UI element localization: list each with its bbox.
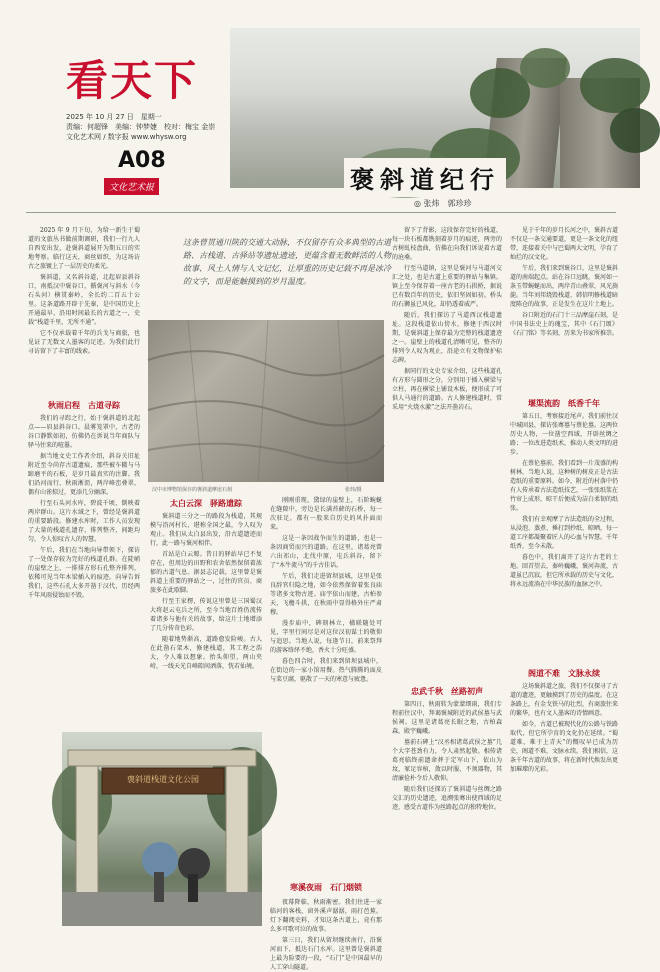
issue-date: 2025 年 10 月 27 日 星期一 [66, 113, 162, 121]
article-byline: ◎ 张炜 郭珍珍 [414, 199, 472, 208]
paragraph: 随着地势渐高，道路愈发险峻。古人在此凿石架木，修建栈道，其工程之浩大，令人难以想象。抬头仰望，两山夹峙，一线天光自峰隙间洒落，恍若仙境。 [150, 636, 262, 670]
paragraph: 留下了背影，这段保存完好的栈道，每一块石板都镌刻着岁月的痕迹，两旁的古树虬枝盘曲，仿佛在向我们诉说着古道的沧桑。 [392, 227, 502, 261]
paragraph: 午后，我们走进留坝县城，这里是张良辞官归隐之地，如今依然保留着张良庙等诸多文物古迹。庙宇依山而建，古柏参天，飞檐斗拱，在秋雨中显得格外庄严肃穆。 [270, 573, 382, 616]
paragraph: 褒斜道，又名斜谷道，北起眉县斜谷口，南抵汉中褒谷口，循褒河与斜水（今石头河）横贯秦岭，全长约二百五十公里。这条道路开辟于先秦，是中国历史上开通最早、沿用时间最长的古道之一，史载“栈道千里，无所不通”。 [28, 274, 140, 326]
gate-illustration [62, 732, 262, 926]
paragraph: 行至石头河水库，碧波千顷，倒映着两岸群山。这片水域之下，曾经是褒斜道的重要路段。修建水库时，工作人员发现了大量的栈道孔遗存，排列整齐，间距均匀，令人惊叹古人的智慧。 [28, 500, 140, 543]
masthead-title: 看天下 [66, 56, 199, 105]
paragraph: 我们的寻踪之行，始于褒斜道的北起点——眉县斜谷口。晨雾笼罩中，古老的谷口静默如初，仿佛仍在诉说当年商队与驿马往来的喧嚣。 [28, 415, 140, 449]
paragraph: 首站是白云塬。昔日的驿站早已不复存在，但周边的田野和农舍依然保留着浓郁的古道气息。据县志记载，这里曾是褒斜道上重要的驿站之一，过往的官员、商旅多在此歇脚。 [150, 551, 262, 594]
paragraph: 行至马道镇，这里是褒河与马道河交汇之处，也是古道上重要的驿站与集镇。镇上至今保存着一座古老的石拱桥，据说已有数百年的历史，依旧坚固如初。桥头的石狮虽已风化，却仍透着威严。 [392, 265, 502, 308]
editors-line: 责编：何超锋 美编：钟梦婕 校对：梅宝 金崇 [66, 123, 216, 131]
paragraph: 午后，我们在当地向导带领下，探访了一处保存较为完好的栈道孔群。在陡峭的崖壁之上，一排排方形石孔整齐排列，依稀可见当年木梁插入的痕迹。向导告诉我们，这些石孔大多开凿于汉代，历经两千年风雨侵蚀而不毁。 [28, 547, 140, 599]
text-column-1 [28, 226, 140, 396]
paragraph: 2025 年 9 月下旬，为给一新生于蜀道的文旅丛书做前期调研，我们一行九人自西安出发，赴褒斜道展开为期五日的实地考察。临行这天，商丝如织，为这场访古之旅镀上了一层历史的柔光。 [28, 227, 140, 270]
text-column-4b [392, 700, 502, 936]
photo-caption: 汉中市博物馆保存的褒斜道摩崖石刻 [152, 487, 233, 493]
paragraph: 我们有幸观摩了古法造纸的全过程，从浸泡、蒸煮、捶打到抄纸、晾晒，每一道工序都凝聚着匠人的心血与智慧。千年纸香，至今未散。 [510, 516, 619, 550]
paragraph: 墓前石碑上“汉丞相诸葛武侯之墓”几个大字苍劲有力，令人肃然起敬。相传诸葛亮临终前遗命葬于定军山下，依山为坟，冢足容棺，敛以时服，不须器物，其清廉俭朴令后人敬仰。 [392, 739, 502, 782]
paragraph: 夜幕降临，秋雨渐密。我们住进一家临河的客栈，窗外溪声潺潺，雨打芭蕉。灯下翻阅史料，才知这条古道上，竟有那么多可歌可泣的故事。 [270, 899, 382, 933]
text-column-2 [150, 512, 262, 724]
paragraph: 随后我们还探访了褒斜道与丝绸之路交汇的历史遗迹，追溯张骞出使西域的足迹，感受古道作为丝路起点的独特地位。 [392, 786, 502, 811]
stone-carving-photo [148, 320, 384, 482]
paper-line: 文化艺术网 / 数字报 www.whysw.org [66, 133, 187, 141]
paragraph: 褒斜道三分之一的路段为栈道，其规模与沿河村长，堪称全国之最，令人叹为观止。我们从太白县出发，沿古道遗迹而行，此一路与褒河相伴。 [150, 513, 262, 547]
section-heading-5: 堰渠流韵 纸香千年 [528, 399, 600, 408]
rock-texture [148, 320, 384, 482]
paragraph: 这是一条因战争而生的道路，也是一条因商贸而兴的道路。在这里，诸葛亮曾六出祁山，北伐中原，屯兵斜谷，留下了“木牛流马”的千古佳话。 [270, 535, 382, 569]
paragraph: 第三日，我们从留坝继续南行，沿褒河而下，抵达石门水库。这里曾是褒斜道上最为险要的一段，“石门”是中国最早的人工穿山隧道。 [270, 937, 382, 971]
paragraph: 刚刚重现，黛绿的崖壁上，石阶蜿蜒在缝隙中，旁边是长满苔藓的石桥，每一次驻足，都有一股来自历史的风扑面而来。 [270, 497, 382, 531]
paragraph: 据同行的文史专家介绍，这些栈道孔有方形与圆形之分，分别用于插入横梁与立柱，再在横梁上铺设木板，便形成了可供人马通行的道路。古人修建栈道时，常采用“火烧水激”之法开凿岩石。 [392, 368, 502, 411]
text-column-5 [510, 226, 618, 386]
divider-rule [26, 212, 616, 213]
section-heading-6: 阁道不难 文脉永续 [528, 669, 600, 678]
pull-quote: 这条曾贯通川陕的交通大动脉，不仅留存有众多典型的古道路、古栈道、古驿站等遗址遗迹，更蕴含着无数鲜活的人物故事、风土人情与人文记忆，让厚重的历史记载不再是冰冷的文字，而是能触摸到的岁月温度。 [183, 238, 391, 286]
section-heading-2: 太白云深 驿路遗踪 [170, 499, 242, 508]
paragraph: 暮色四合时，我们来到留坝县城中，在街边的一家小馆用餐。热气腾腾的面皮与菜豆腐，驱散了一天的寒意与疲惫。 [270, 658, 382, 683]
paragraph: 暮色中，我们离开了这片古老的土地。回首望去，秦岭巍峨，褒河奔流，古道虽已沉寂，但它所承载的历史与文化，将永远流淌在中华民族的血脉之中。 [510, 554, 619, 588]
text-column-4 [392, 226, 502, 482]
article-title: 褒斜道纪行 [344, 158, 506, 197]
text-column-3 [270, 496, 382, 756]
text-column-3b [270, 898, 382, 971]
paragraph: 据当地文史工作者介绍，斜谷关旧址附近至今尚存古道遗痕，那些被车辙与马蹄磨平的石板，是岁月最真实的注脚。我们沿河而行，秋雨淅沥，两岸峰峦叠翠，偶有山雀掠过，更添几分幽深。 [28, 453, 140, 496]
paragraph: 见于千年的岁月长河之中，褒斜古道不仅是一条交通要道，更是一条文化的纽带，连接着关中与巴蜀两大文明，孕育了灿烂的汉文化。 [510, 227, 619, 261]
paragraph: 如今，古道已被现代化的公路与铁路取代，但它所孕育的文化仍在延续。“蜀道难，难于上青天”的慨叹早已成为历史，阁道不难，文脉永续。我们相信，这条千年古道的故事，将在新时代焕发出更加璀璨的光彩。 [510, 721, 619, 773]
paragraph: 随后，我们探访了马道西汉栈道遗址。这段栈道依山傍水，修建于西汉时期，是褒斜道上保存最为完整的栈道遗迹之一。崖壁上的栈道孔清晰可见，整齐的排列令人叹为观止，沿途立有文物保护标志碑。 [392, 312, 502, 364]
paragraph: 它不仅承载着千年的兵戈与商旅，也见证了无数文人墨客的足迹。为我们此行寻访留下了丰富的线索。 [28, 330, 140, 355]
section-heading-4: 寒溪夜雨 石门烟锁 [290, 883, 362, 892]
text-column-5b [510, 412, 618, 658]
paragraph: 漫步庙中，碑刻林立，楹联随处可见，字里行间尽是对这位汉初谋士的敬仰与追思。当地人说，每逢节日，前来祭拜的游客络绎不绝，香火十分旺盛。 [270, 620, 382, 654]
text-column-5c [510, 682, 618, 936]
section-heading-3: 忠武千秋 丝路初声 [411, 687, 483, 696]
gate-photo [62, 732, 262, 926]
paragraph: 谷口附近的石门十三品摩崖石刻，是中国书法史上的瑰宝，其中《石门颂》《石门铭》等名刻，历来为书家所推崇。 [510, 312, 619, 337]
paragraph: 在蔡伦墓前，我们看到一片茂盛的构树林，当地人说，这种树的树皮正是古法造纸的重要原料。如今，附近的村落中仍有人传承着古法造纸技艺，一张张纸浆在竹帘上成形，晾干后便成为洁白柔韧的纸张。 [510, 460, 619, 512]
paragraph: 行至王家楞，传说这里曾是三国蜀汉大将赵云屯兵之所，至今当地百姓仍流传着诸多与他有关的故事，给这片土地增添了几分传奇色彩。 [150, 598, 262, 632]
gate-sign-text: 褒斜道栈道文化公园 [127, 775, 199, 784]
paragraph: 第五日，考察接近尾声。我们前往汉中城固县，探访张骞墓与蔡伦墓。这两位历史人物，一位凿空西域，开辟丝绸之路；一位改进造纸术，推动人类文明的进步。 [510, 413, 619, 456]
text-column-1b [28, 414, 140, 720]
brand-logo: 文化艺术报 [104, 178, 159, 195]
paragraph: 第四日，秋雨转为蒙蒙细雨，我们专程前往汉中，拜谒褒城附近的武侯墓与武侯祠。这里是诸葛亮长眠之地，古柏森森，殿宇巍峨。 [392, 701, 502, 735]
masthead-meta [66, 112, 236, 142]
paragraph: 这场褒斜道之旅，我们不仅探寻了古道的遗迹，更触摸到了历史的温度。在这条路上，有金戈铁马的壮烈，有商旅往来的繁华，也有文人墨客的诗情画意。 [510, 683, 619, 717]
photo-credit: 张炜/摄 [345, 487, 362, 493]
page-number: A08 [118, 148, 166, 173]
paragraph: 午后，我们来到褒谷口，这里是褒斜道的南端起点。站在谷口远眺，褒河如一条玉带蜿蜒而出，两岸青山叠翠，风光旖旎。当年刘邦烧毁栈道、韩信明修栈道暗度陈仓的故事，正是发生在这片土地上。 [510, 265, 619, 308]
section-heading-1: 秋雨启程 古道寻踪 [48, 401, 120, 410]
